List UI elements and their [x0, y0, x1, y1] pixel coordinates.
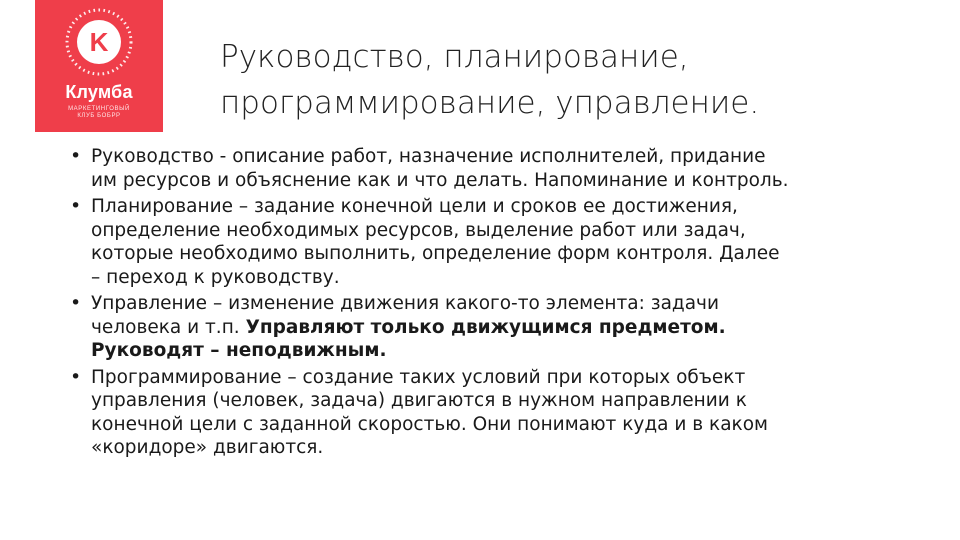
bullet-text-line: конечной цели с заданной скоростью. Они понимают куда и в каком [91, 413, 768, 435]
logo-tagline [59, 106, 139, 120]
bullet-text-line: Руководство - описание работ, назначение исполнителей, придание [91, 146, 766, 167]
bullet-icon: • [70, 145, 82, 167]
bullet-text-line: им ресурсов и объяснение как и что делать. Напоминание и контроль. [91, 169, 789, 191]
logo-mark-icon [63, 6, 135, 78]
bullet-text-line: которые необходимо выполнить, определение форм контроля. Далее [91, 243, 780, 264]
bullet-text-emphasis: Руководят – неподвижным. [91, 340, 387, 361]
bullet-text-line [91, 316, 930, 340]
bullet-icon: • [70, 195, 82, 217]
logo-tagline-line1: МАРКЕТИНГОВЫЙ [68, 106, 130, 112]
bullet-text-line: определение необходимых ресурсов, выделение работ или задач, [91, 219, 746, 241]
bullet-text-line: Планирование – задание конечной цели и сроков ее достижения, [91, 196, 738, 217]
bullet-text-line: – переход к руководству. [91, 266, 340, 288]
slide-title [220, 34, 920, 126]
bullet-item-management [70, 292, 930, 363]
bullet-icon: • [70, 292, 82, 314]
bullet-item-planning [70, 195, 930, 289]
bullet-icon: • [70, 365, 82, 388]
slide-title-line1: Руководство, планирование, [220, 39, 689, 75]
bullet-item-programming [70, 366, 930, 460]
logo-tagline-line2: КЛУБ БОБРР [77, 113, 121, 119]
bullet-text-line: управления (человек, задача) двигаются в нужном направлении к [91, 390, 747, 411]
bullet-text-line: «коридоре» двигаются. [91, 437, 324, 458]
bullet-text-line: Управление – изменение движения какого-то элемента: задачи [91, 293, 719, 314]
bullet-text-plain: человека и т.п. [91, 316, 246, 338]
bullet-text-line: Программирование – создание таких условий при которых объект [91, 366, 746, 388]
logo-brand: Клумба [65, 82, 133, 102]
logo-letter: K [89, 27, 109, 57]
slide-title-line2: программирование, управление. [220, 85, 760, 121]
bullet-list [70, 145, 930, 463]
bullet-item-leadership [70, 145, 930, 192]
logo [35, 0, 163, 132]
bullet-text-emphasis: Управляют только движущимся предметом. [245, 316, 726, 338]
